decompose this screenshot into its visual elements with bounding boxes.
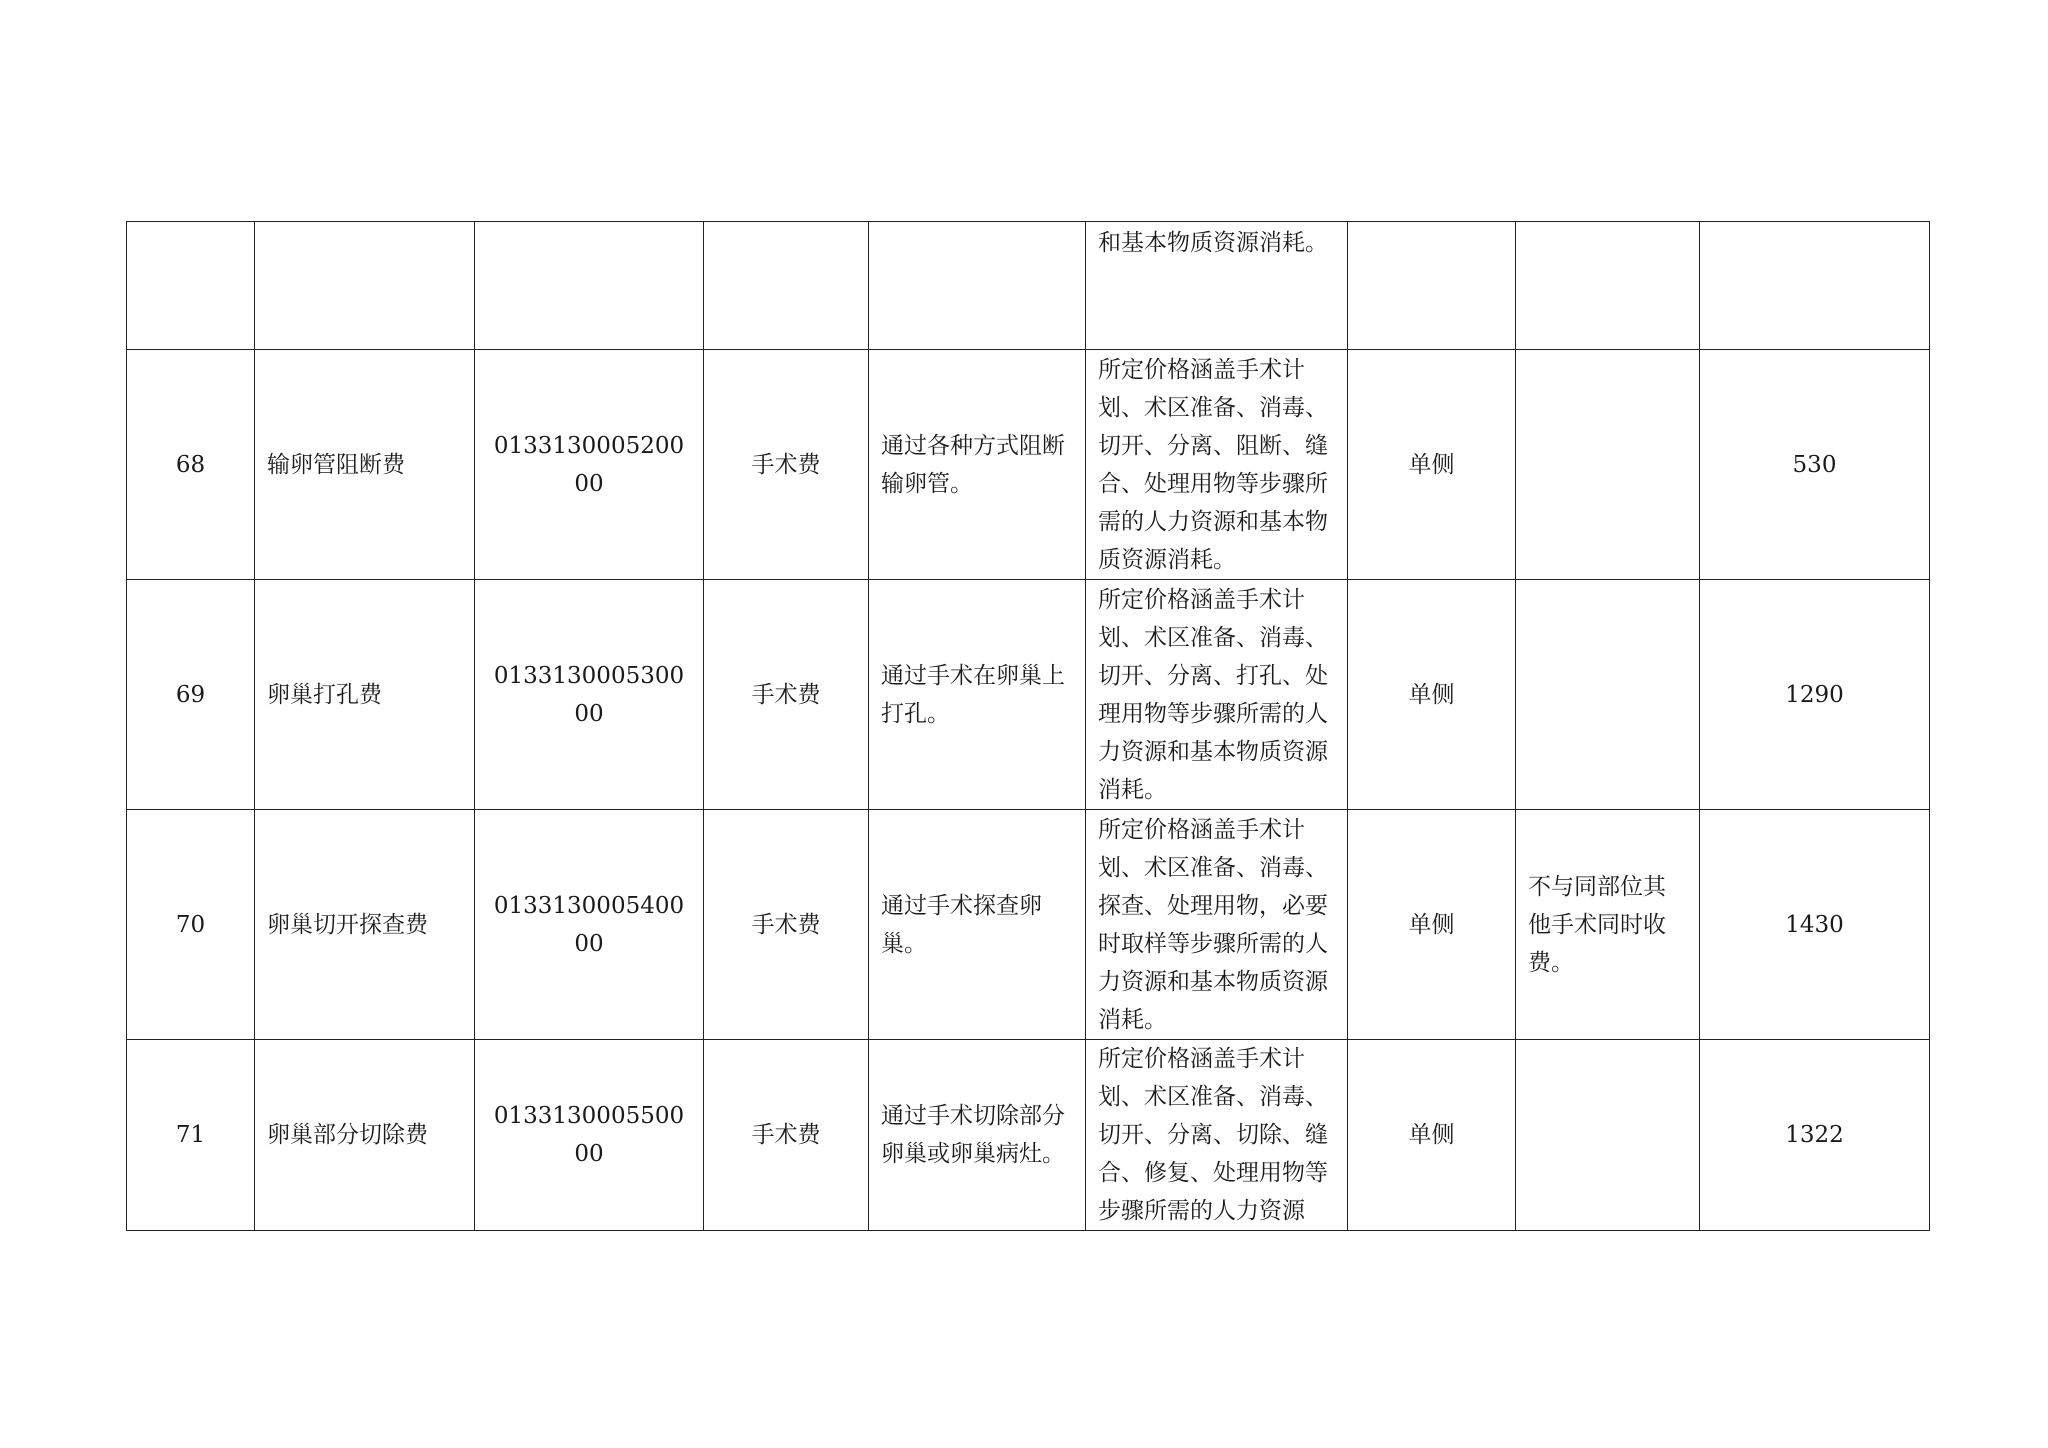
name-cell: 卵巢打孔费 — [255, 580, 475, 810]
no-cell: 71 — [127, 1040, 255, 1231]
table-row — [127, 580, 1930, 810]
code-cell: 013313000530000 — [475, 580, 704, 810]
unit-cell: 单侧 — [1348, 810, 1516, 1040]
connotation-cell: 通过各种方式阻断输卵管。 — [869, 350, 1086, 580]
name-cell: 输卵管阻断费 — [255, 350, 475, 580]
price-cell: 1290 — [1700, 580, 1930, 810]
category-cell: 手术费 — [704, 350, 869, 580]
note-cell — [1516, 222, 1700, 350]
content-cell: 所定价格涵盖手术计划、术区准备、消毒、切开、分离、切除、缝合、修复、处理用物等步骤所需的人力资源 — [1086, 1040, 1348, 1231]
note-cell — [1516, 1040, 1700, 1231]
fee-table — [126, 221, 1930, 1231]
note-cell — [1516, 350, 1700, 580]
code-cell: 013313000540000 — [475, 810, 704, 1040]
connotation-cell: 通过手术探查卵巢。 — [869, 810, 1086, 1040]
table-row — [127, 810, 1930, 1040]
table-row — [127, 222, 1930, 350]
table-row — [127, 350, 1930, 580]
content-cell: 所定价格涵盖手术计划、术区准备、消毒、探查、处理用物，必要时取样等步骤所需的人力资源和基本物质资源消耗。 — [1086, 810, 1348, 1040]
category-cell — [704, 222, 869, 350]
category-cell: 手术费 — [704, 1040, 869, 1231]
name-cell: 卵巢切开探查费 — [255, 810, 475, 1040]
no-cell: 68 — [127, 350, 255, 580]
unit-cell: 单侧 — [1348, 580, 1516, 810]
price-cell: 1322 — [1700, 1040, 1930, 1231]
unit-cell — [1348, 222, 1516, 350]
code-cell: 013313000550000 — [475, 1040, 704, 1231]
note-cell: 不与同部位其他手术同时收费。 — [1516, 810, 1700, 1040]
category-cell: 手术费 — [704, 810, 869, 1040]
code-cell — [475, 222, 704, 350]
price-cell — [1700, 222, 1930, 350]
category-cell: 手术费 — [704, 580, 869, 810]
name-cell — [255, 222, 475, 350]
content-cell: 和基本物质资源消耗。 — [1086, 222, 1348, 350]
connotation-cell: 通过手术在卵巢上打孔。 — [869, 580, 1086, 810]
no-cell: 70 — [127, 810, 255, 1040]
no-cell: 69 — [127, 580, 255, 810]
name-cell: 卵巢部分切除费 — [255, 1040, 475, 1231]
table-row — [127, 1040, 1930, 1231]
unit-cell: 单侧 — [1348, 350, 1516, 580]
price-cell: 530 — [1700, 350, 1930, 580]
code-cell: 013313000520000 — [475, 350, 704, 580]
no-cell — [127, 222, 255, 350]
price-cell: 1430 — [1700, 810, 1930, 1040]
connotation-cell: 通过手术切除部分卵巢或卵巢病灶。 — [869, 1040, 1086, 1231]
content-cell: 所定价格涵盖手术计划、术区准备、消毒、切开、分离、阻断、缝合、处理用物等步骤所需的人力资源和基本物质资源消耗。 — [1086, 350, 1348, 580]
content-cell: 所定价格涵盖手术计划、术区准备、消毒、切开、分离、打孔、处理用物等步骤所需的人力资源和基本物质资源消耗。 — [1086, 580, 1348, 810]
unit-cell: 单侧 — [1348, 1040, 1516, 1231]
connotation-cell — [869, 222, 1086, 350]
note-cell — [1516, 580, 1700, 810]
